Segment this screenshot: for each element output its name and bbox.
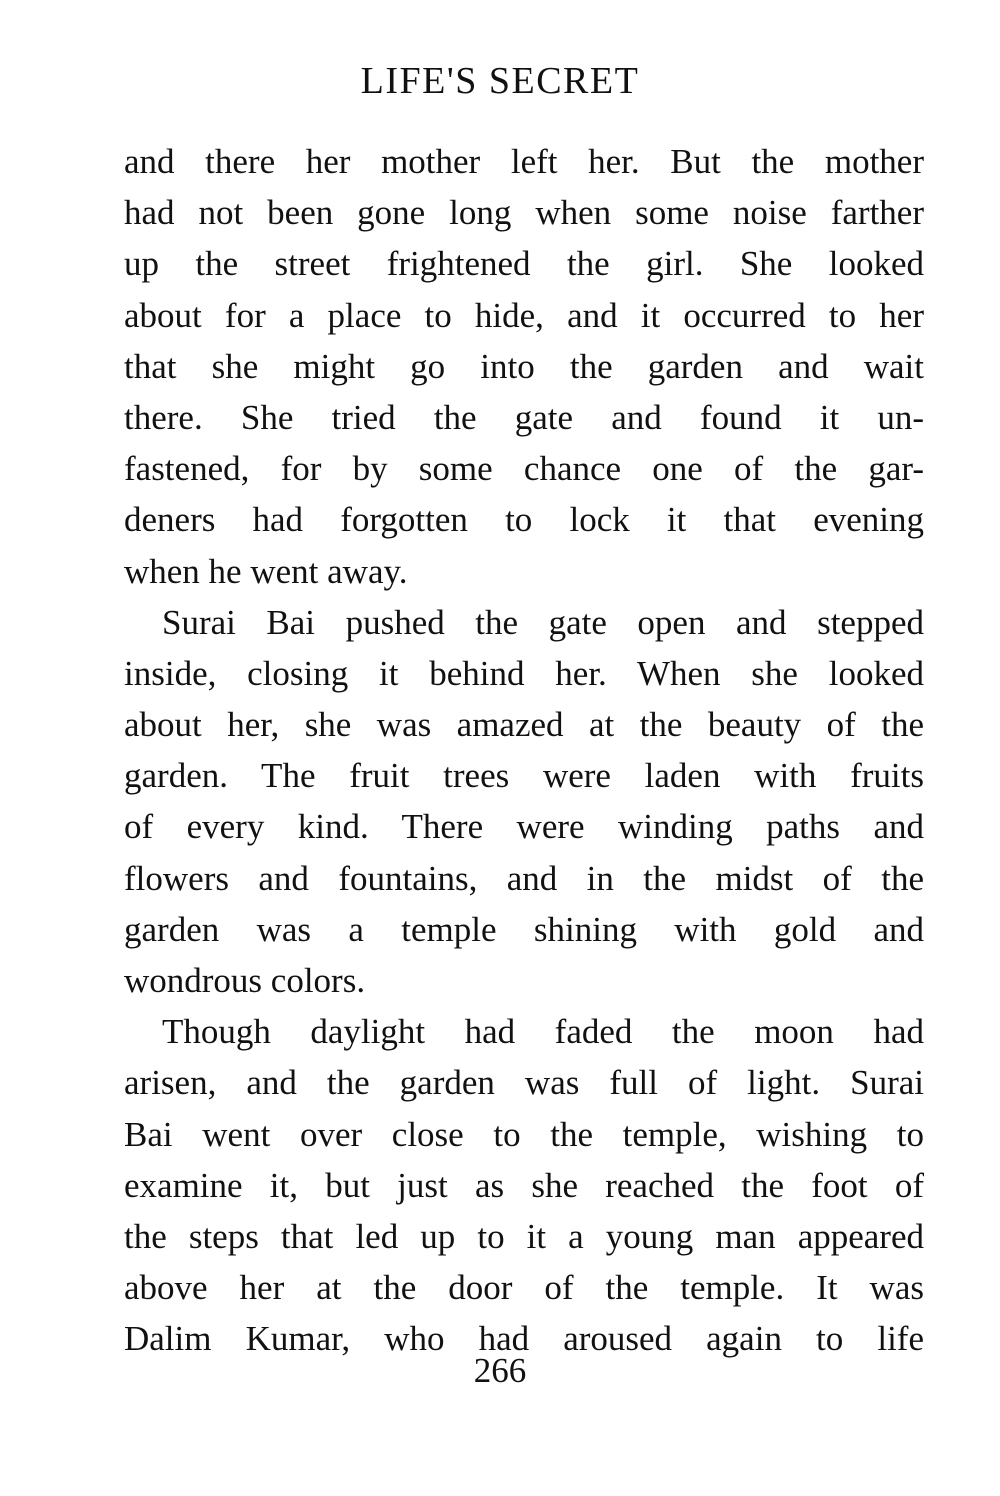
text-line: wondrous colors. — [124, 961, 366, 1000]
text-line: Though daylight had faded the moon had — [162, 1012, 924, 1052]
text-line: about her, she was amazed at the beauty of the — [124, 705, 924, 745]
paragraph-2 — [124, 597, 924, 1007]
paragraph-1 — [124, 136, 924, 597]
text-line: had not been gone long when some noise farther — [124, 193, 924, 233]
page-number: 266 — [473, 1351, 527, 1390]
text-line: and there her mother left her. But the mother — [124, 142, 924, 181]
text-line: about for a place to hide, and it occurred to her — [124, 295, 924, 335]
text-line: when he went away. — [124, 551, 408, 591]
text-line: that she might go into the garden and wait — [124, 346, 924, 386]
text-line: there. She tried the gate and found it un- — [124, 397, 924, 437]
running-head: LIFE'S SECRET — [360, 60, 640, 102]
text-line: up the street frightened the girl. She looked — [124, 244, 924, 284]
text-line: arisen, and the garden was full of light. Surai — [124, 1063, 924, 1103]
text-line: inside, closing it behind her. When she looked — [124, 653, 924, 693]
paragraph-3 — [124, 1006, 924, 1364]
text-line: deners had forgotten to lock it that evening — [124, 500, 924, 540]
text-line: fastened, for by some chance one of the gar- — [124, 449, 924, 489]
text-line: Bai went over close to the temple, wishing to — [124, 1114, 924, 1154]
text-line: of every kind. There were winding paths and — [124, 807, 924, 847]
text-line: the steps that led up to it a young man appeared — [124, 1216, 924, 1256]
text-line: examine it, but just as she reached the foot of — [124, 1165, 924, 1205]
text-line: garden was a temple shining with gold and — [124, 909, 924, 949]
body-text — [124, 136, 924, 1365]
text-line: above her at the door of the temple. It was — [124, 1268, 924, 1308]
text-line: Dalim Kumar, who had aroused again to life — [124, 1319, 924, 1359]
text-line: flowers and fountains, and in the midst of the — [124, 858, 924, 898]
text-line: Surai Bai pushed the gate open and stepped — [162, 602, 924, 642]
text-line: garden. The fruit trees were laden with fruits — [124, 756, 924, 796]
